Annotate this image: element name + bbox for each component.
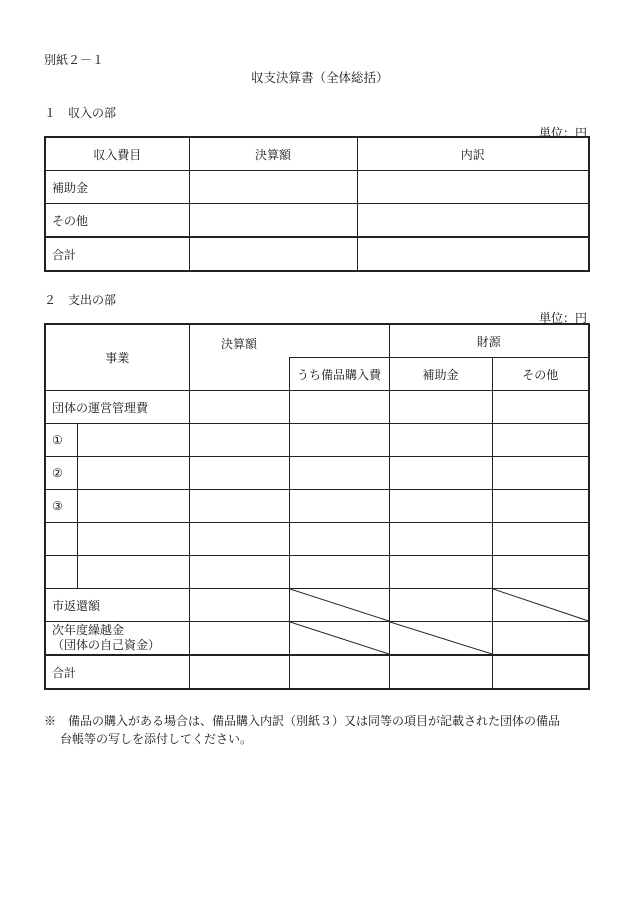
expense-cell[interactable] xyxy=(189,622,289,656)
table-row xyxy=(45,391,589,424)
expense-unit-label: 単位：円 xyxy=(539,311,588,325)
income-header-row xyxy=(45,137,589,171)
expense-header-row xyxy=(45,324,589,358)
table-row xyxy=(45,204,589,238)
expense-section-heading: ２ 支出の部 xyxy=(44,293,117,307)
expense-project-name-cell[interactable] xyxy=(77,556,189,589)
expense-cell[interactable] xyxy=(289,490,389,523)
income-header-amount: 決算額 xyxy=(189,137,357,171)
expense-row-admin: 団体の運営管理費 xyxy=(45,391,189,424)
expense-cell[interactable] xyxy=(189,457,289,490)
expense-total-label: 合計 xyxy=(45,655,189,689)
income-table xyxy=(44,136,590,272)
expense-cell[interactable] xyxy=(189,424,289,457)
expense-row-mark xyxy=(45,523,77,556)
income-total-row xyxy=(45,237,589,271)
expense-header-project: 事業 xyxy=(45,324,189,391)
expense-cell[interactable] xyxy=(389,490,492,523)
expense-cell[interactable] xyxy=(189,523,289,556)
expense-cell[interactable] xyxy=(492,490,589,523)
expense-cell[interactable] xyxy=(189,589,289,622)
income-row-label: 補助金 xyxy=(45,171,189,204)
document-title: 収支決算書（全体総括） xyxy=(251,70,389,85)
expense-project-name-cell[interactable] xyxy=(77,424,189,457)
expense-cell[interactable] xyxy=(289,655,389,689)
expense-row-mark: ② xyxy=(45,457,77,490)
expense-project-name-cell[interactable] xyxy=(77,523,189,556)
diagonal-line xyxy=(290,589,389,621)
diagonal-line xyxy=(390,622,492,654)
expense-cell[interactable] xyxy=(389,523,492,556)
income-unit-label: 単位：円 xyxy=(539,126,588,140)
income-amount-cell[interactable] xyxy=(189,171,357,204)
income-total-amount-cell[interactable] xyxy=(189,237,357,271)
expense-cell[interactable] xyxy=(389,457,492,490)
table-row xyxy=(45,424,589,457)
expense-cell[interactable] xyxy=(492,424,589,457)
expense-table xyxy=(44,323,590,690)
table-row xyxy=(45,589,589,622)
expense-cell[interactable] xyxy=(389,589,492,622)
carryover-sublabel: （団体の自己資金） xyxy=(52,638,161,652)
footnote-line-1: ※ 備品の購入がある場合は、備品購入内訳（別紙３）又は同等の項目が記載された団体の備品 xyxy=(44,714,561,728)
expense-cell[interactable] xyxy=(289,457,389,490)
diagonal-strike-cell xyxy=(492,589,589,622)
diagonal-line xyxy=(493,589,589,621)
diagonal-line xyxy=(290,622,389,654)
income-amount-cell[interactable] xyxy=(189,204,357,238)
expense-cell[interactable] xyxy=(492,457,589,490)
expense-cell[interactable] xyxy=(492,556,589,589)
expense-project-name-cell[interactable] xyxy=(77,490,189,523)
expense-header-blank xyxy=(289,324,389,358)
expense-cell[interactable] xyxy=(492,391,589,424)
expense-cell[interactable] xyxy=(389,391,492,424)
expense-cell[interactable] xyxy=(189,655,289,689)
income-total-label: 合計 xyxy=(45,237,189,271)
expense-cell[interactable] xyxy=(189,556,289,589)
income-header-item: 収入費目 xyxy=(45,137,189,171)
expense-header-other: その他 xyxy=(492,358,589,391)
income-breakdown-cell[interactable] xyxy=(357,171,589,204)
income-breakdown-cell[interactable] xyxy=(357,204,589,238)
expense-cell[interactable] xyxy=(189,391,289,424)
expense-row-mark xyxy=(45,556,77,589)
diagonal-strike-cell xyxy=(289,622,389,656)
expense-cell[interactable] xyxy=(289,523,389,556)
carryover-label: 次年度繰越金 xyxy=(52,623,125,637)
expense-project-name-cell[interactable] xyxy=(77,457,189,490)
expense-cell[interactable] xyxy=(492,622,589,656)
diagonal-strike-cell xyxy=(289,589,389,622)
income-row-label: その他 xyxy=(45,204,189,238)
document-id: 別紙２－１ xyxy=(44,53,105,67)
expense-header-funding: 財源 xyxy=(389,324,589,358)
table-row xyxy=(45,556,589,589)
expense-cell[interactable] xyxy=(389,424,492,457)
expense-cell[interactable] xyxy=(289,424,389,457)
income-section-heading: １ 収入の部 xyxy=(44,106,117,120)
expense-header-equipment: うち備品購入費 xyxy=(289,358,389,391)
table-row xyxy=(45,490,589,523)
expense-total-row xyxy=(45,655,589,689)
diagonal-strike-cell xyxy=(389,622,492,656)
expense-row-carryover xyxy=(45,622,189,656)
expense-row-mark: ③ xyxy=(45,490,77,523)
expense-cell[interactable] xyxy=(389,655,492,689)
table-row xyxy=(45,523,589,556)
footnote xyxy=(44,712,560,748)
expense-cell[interactable] xyxy=(492,523,589,556)
expense-cell[interactable] xyxy=(389,556,492,589)
expense-cell[interactable] xyxy=(289,556,389,589)
table-row xyxy=(45,457,589,490)
expense-row-mark: ① xyxy=(45,424,77,457)
expense-cell[interactable] xyxy=(189,490,289,523)
expense-cell[interactable] xyxy=(289,391,389,424)
table-row xyxy=(45,171,589,204)
income-total-breakdown-cell[interactable] xyxy=(357,237,589,271)
expense-header-amount: 決算額 xyxy=(189,324,289,391)
expense-cell[interactable] xyxy=(492,655,589,689)
footnote-line-2: 台帳等の写しを添付してください。 xyxy=(60,732,253,746)
expense-row-return: 市返還額 xyxy=(45,589,189,622)
table-row xyxy=(45,622,589,656)
expense-header-subsidy: 補助金 xyxy=(389,358,492,391)
income-header-breakdown: 内訳 xyxy=(357,137,589,171)
